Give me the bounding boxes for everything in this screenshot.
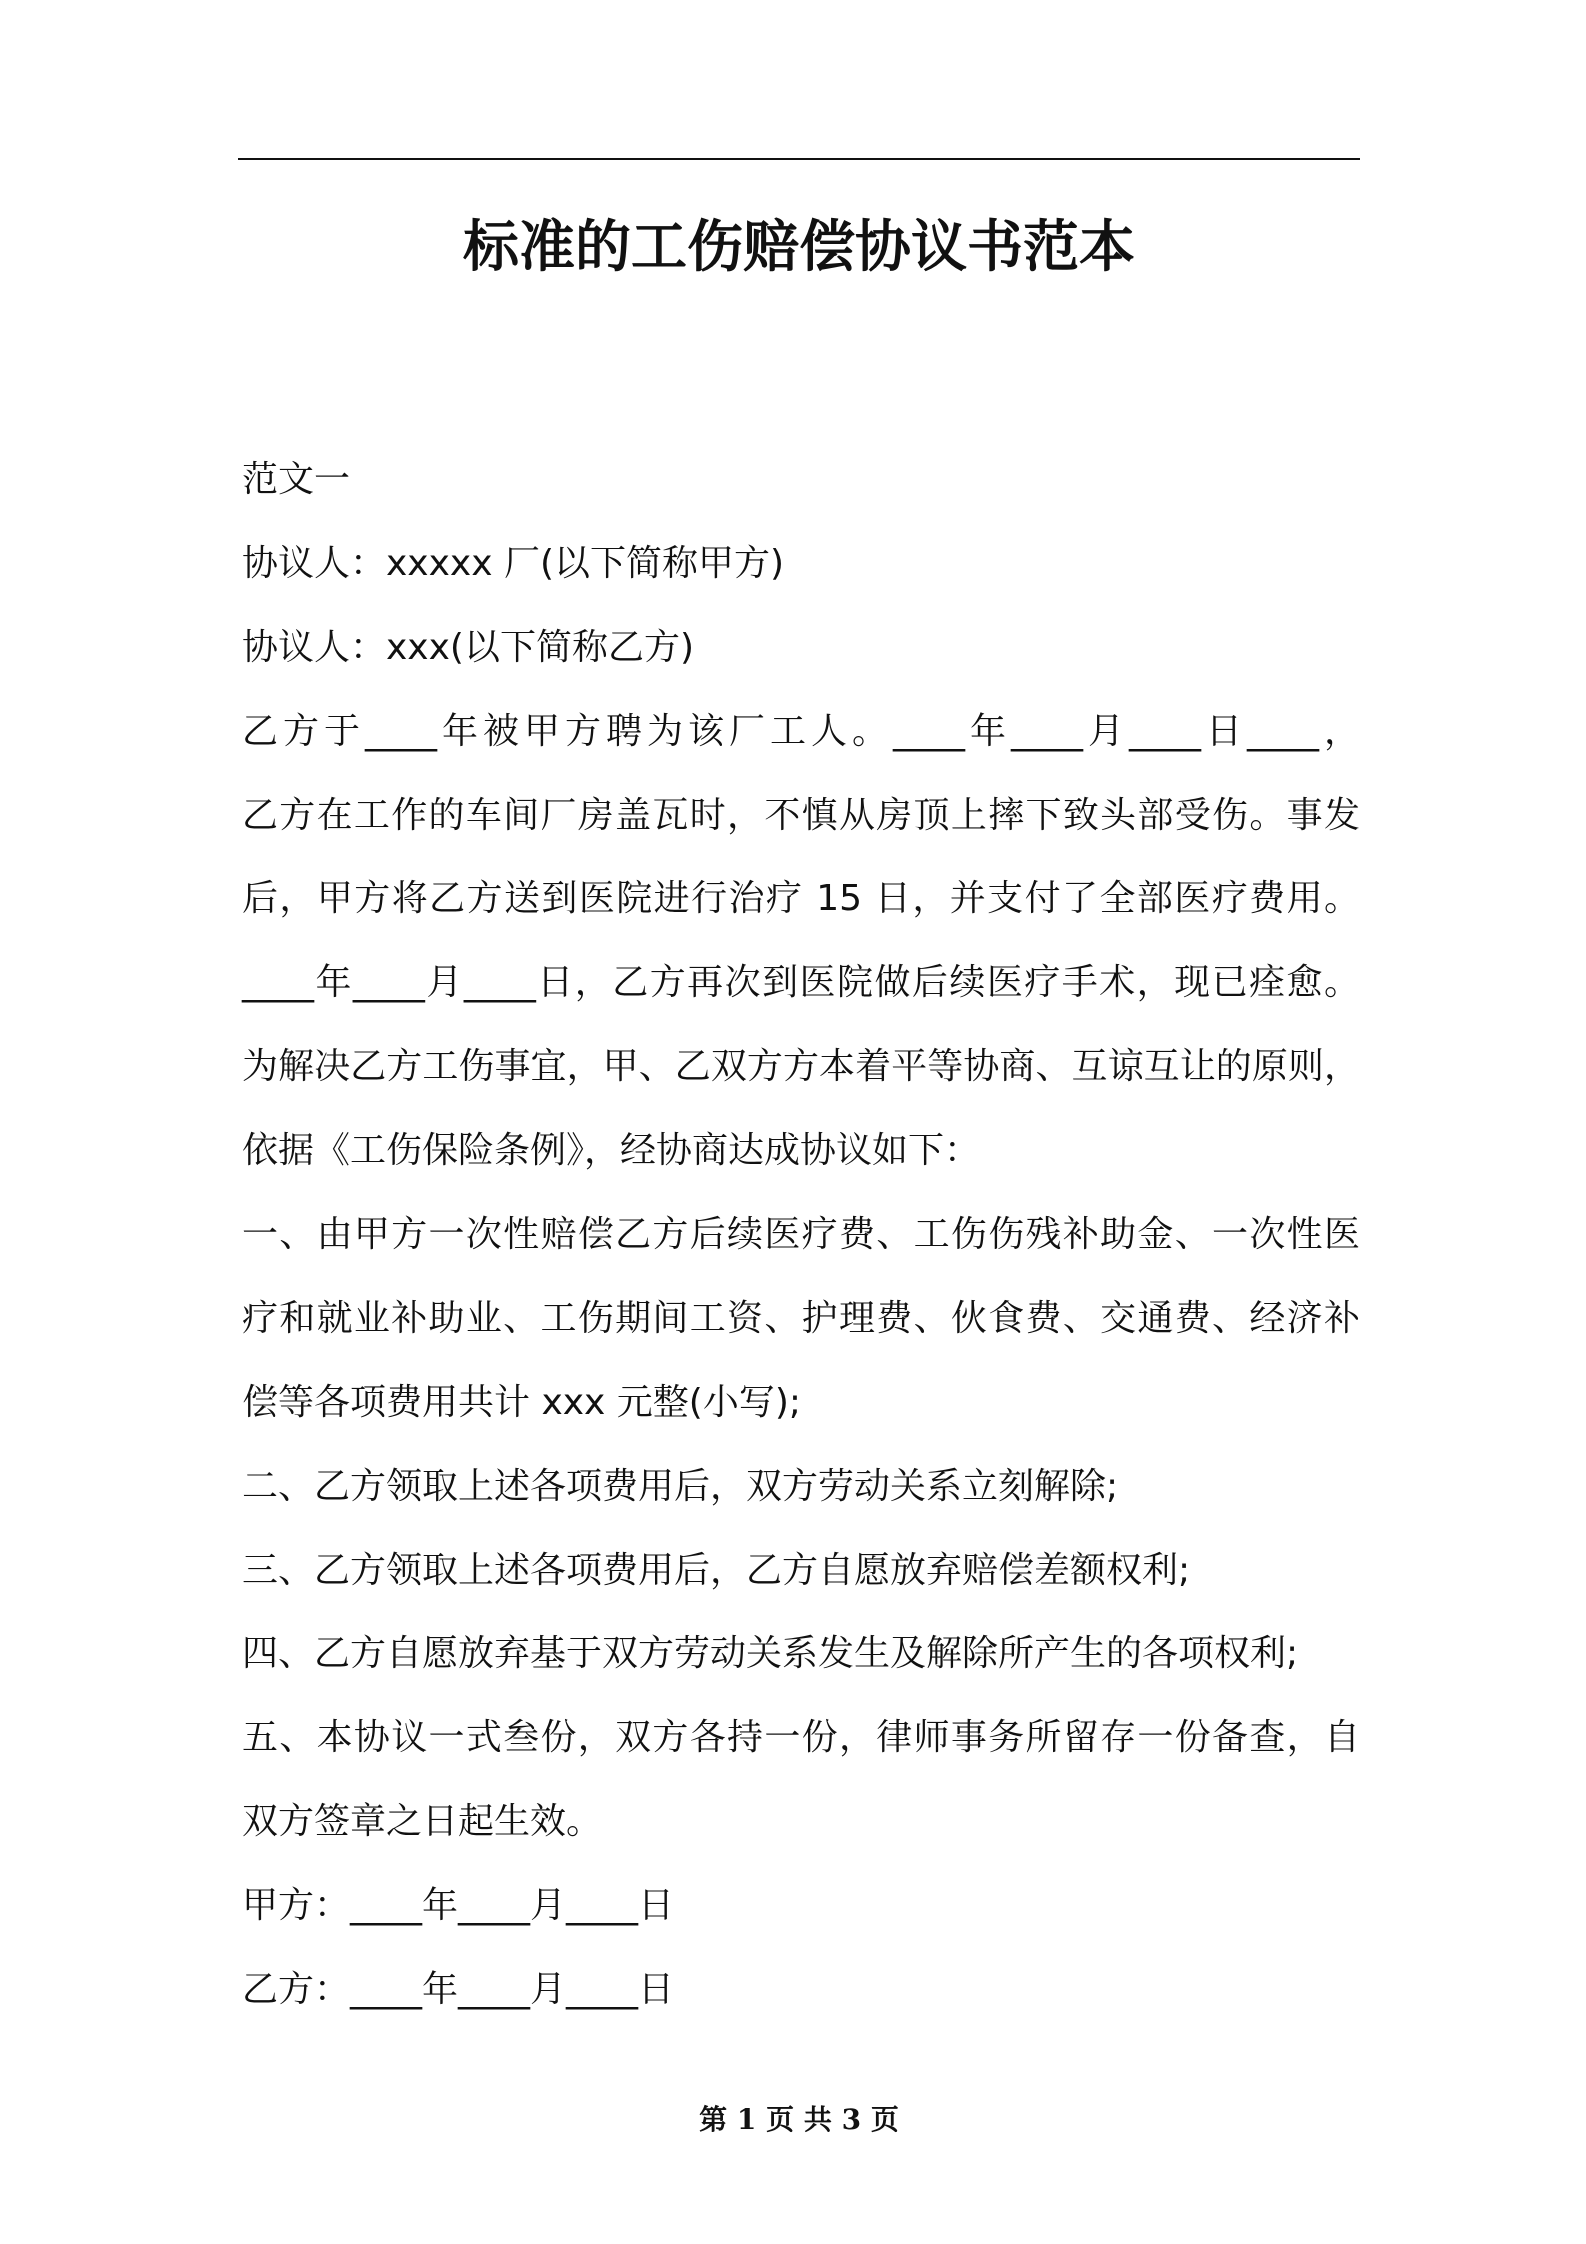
preamble-line: 乙方于____年被甲方聘为该厂工人。____年____月____日____， <box>242 710 1360 752</box>
clause-item <box>242 1529 1360 1613</box>
clause-line: 三、乙方领取上述各项费用后，乙方自愿放弃赔偿差额权利; <box>242 1549 1191 1591</box>
preamble-paragraph <box>242 690 1360 1193</box>
signature-line-party-b: 乙方：____年____月____日 <box>242 1969 675 2011</box>
clause-line: 双方签章之日起生效。 <box>242 1801 603 1843</box>
clause-item <box>242 1445 1360 1529</box>
clause-line: 疗和就业补助业、工伤期间工资、护理费、伙食费、交通费、经济补 <box>242 1297 1360 1339</box>
preamble-line: 后，甲方将乙方送到医院进行治疗 15 日，并支付了全部医疗费用。 <box>242 878 1360 920</box>
clause-line: 四、乙方自愿放弃基于双方劳动关系发生及解除所产生的各项权利; <box>242 1633 1299 1675</box>
section-label: 范文一 <box>242 459 351 500</box>
page-footer: 第 1 页 共 3 页 <box>699 2103 899 2136</box>
clause-line: 五、本协议一式叁份，双方各持一份，律师事务所留存一份备查，自 <box>242 1717 1360 1759</box>
header-rule <box>238 158 1360 160</box>
clause-item <box>242 1193 1360 1445</box>
preamble-line: 乙方在工作的车间厂房盖瓦时，不慎从房顶上摔下致头部受伤。事发 <box>242 794 1360 836</box>
clause-line: 二、乙方领取上述各项费用后，双方劳动关系立刻解除; <box>242 1465 1119 1507</box>
party-line-b: 协议人：xxx(以下简称乙方) <box>242 626 695 668</box>
clause-item <box>242 1696 1360 1864</box>
document-body <box>242 438 1360 2032</box>
preamble-line: 依据《工伤保险条例》，经协商达成协议如下： <box>242 1130 981 1172</box>
clause-line: 一、由甲方一次性赔偿乙方后续医疗费、工伤伤残补助金、一次性医 <box>242 1214 1360 1256</box>
clause-line: 偿等各项费用共计 xxx 元整(小写); <box>242 1381 802 1423</box>
document-title: 标准的工伤赔偿协议书范本 <box>463 215 1135 280</box>
preamble-line: ____年____月____日，乙方再次到医院做后续医疗手术，现已痊愈。 <box>242 962 1360 1004</box>
party-line-a: 协议人：xxxxx 厂(以下简称甲方) <box>242 542 785 584</box>
preamble-line: 为解决乙方工伤事宜，甲、乙双方方本着平等协商、互谅互让的原则， <box>242 1046 1360 1088</box>
signature-line-party-a: 甲方：____年____月____日 <box>242 1885 675 1927</box>
clause-item <box>242 1612 1360 1696</box>
